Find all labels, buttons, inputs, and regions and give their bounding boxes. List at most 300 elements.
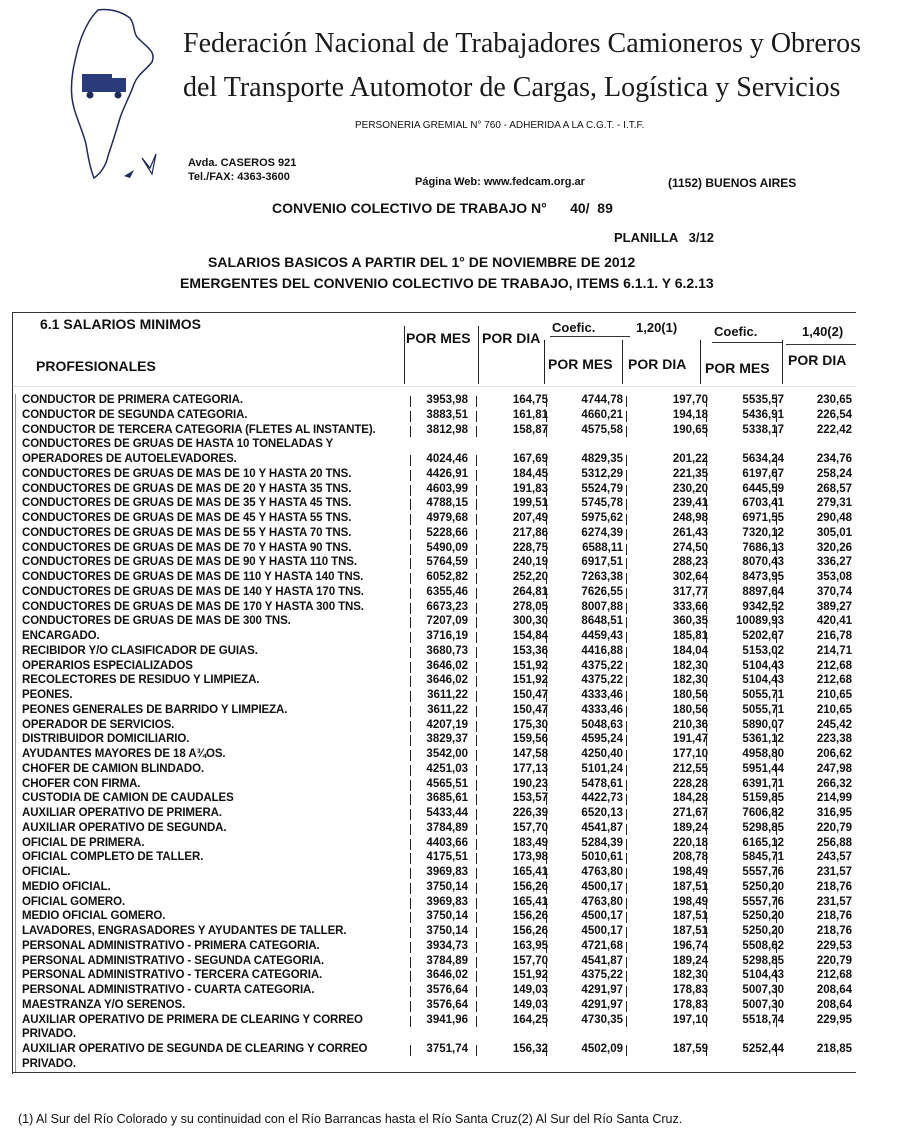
row-value-6: 336,27 [816, 556, 852, 569]
row-value-1: 3646,02 [426, 659, 468, 672]
row-value-5: 8070,43 [742, 556, 784, 569]
row-value-4: 271,67 [672, 807, 708, 819]
row-value-1: 5764,59 [426, 556, 468, 569]
row-value-2: 207,49 [512, 512, 548, 524]
row-value-5: 5250,20 [742, 925, 784, 937]
row-value-2: 151,92 [512, 969, 548, 982]
row-value-6: 245,42 [816, 718, 852, 731]
org-name-line2: del Transporte Automotor de Cargas, Logística y Servicios [183, 72, 841, 103]
row-value-6: 210,65 [816, 689, 852, 701]
row-value-1: 7207,09 [426, 615, 468, 628]
org-name-line1: Federación Nacional de Trabajadores Camioneros y Obreros [183, 28, 862, 59]
row-name: PEONES. [22, 689, 73, 701]
row-value-4: 185,81 [672, 630, 708, 642]
table-row [12, 512, 856, 527]
table-row [12, 910, 856, 925]
table-row [12, 969, 856, 984]
table-row [12, 468, 856, 483]
row-name: PERSONAL ADMINISTRATIVO - SEGUNDA CATEGORIA. [22, 954, 325, 967]
row-value-5: 6197,67 [742, 467, 784, 480]
footnote: (1) Al Sur del Río Colorado y su continuidad con el Río Barrancas hasta el Río Santa Cruz(2) Al Sur del Río Santa Cruz. [18, 1112, 683, 1126]
row-value-1: 3941,96 [426, 1013, 468, 1026]
row-name: MEDIO OFICIAL. [22, 880, 111, 893]
row-value-4: 189,24 [672, 954, 708, 967]
row-value-1: 4565,51 [426, 777, 468, 790]
row-value-6: 389,27 [816, 600, 852, 613]
table-row [12, 984, 856, 999]
row-value-2: 151,92 [512, 674, 548, 687]
row-value-2: 147,58 [512, 748, 548, 760]
row-value-6: 258,24 [816, 467, 852, 480]
row-value-3: 4291,97 [581, 984, 623, 996]
row-value-3: 4250,40 [581, 748, 623, 760]
row-value-3: 4422,73 [581, 792, 623, 805]
row-value-2: 150,47 [512, 703, 548, 716]
row-value-1: 3969,83 [426, 895, 468, 908]
row-value-1: 5490,09 [426, 541, 468, 554]
row-value-6: 229,95 [816, 1013, 852, 1026]
row-value-6: 208,64 [816, 984, 852, 996]
row-name: PERSONAL ADMINISTRATIVO - TERCERA CATEGORIA. [22, 969, 323, 982]
row-value-6: 320,26 [816, 541, 852, 554]
row-value-2: 300,30 [512, 615, 548, 628]
row-value-1: 3611,22 [427, 689, 468, 701]
row-value-1: 3680,73 [426, 644, 468, 657]
row-value-6: 212,68 [816, 969, 852, 982]
row-value-3: 6274,39 [581, 526, 623, 539]
row-name: LAVADORES, ENGRASADORES Y AYUDANTES DE TALLER. [22, 925, 347, 937]
row-value-4: 182,30 [672, 659, 708, 672]
row-value-1: 4426,91 [426, 467, 468, 480]
row-value-1: 3812,98 [426, 423, 468, 436]
table-row [12, 719, 856, 734]
row-value-6: 222,42 [816, 423, 852, 436]
row-value-6: 305,01 [816, 526, 852, 539]
row-value-1: 4788,15 [426, 497, 468, 510]
row-value-5: 5338,17 [742, 423, 784, 436]
row-value-3: 4575,58 [581, 423, 623, 436]
header-por-mes: POR MES [406, 330, 471, 346]
personeria-text: PERSONERIA GREMIAL N° 760 - ADHERIDA A LA C.G.T. - I.T.F. [355, 120, 645, 131]
row-name: PERSONAL ADMINISTRATIVO - PRIMERA CATEGORIA. [22, 939, 320, 952]
row-value-3: 5048,63 [581, 718, 623, 731]
row-value-1: 3883,51 [426, 408, 468, 421]
row-value-2: 153,36 [512, 644, 548, 657]
row-value-3: 4500,17 [581, 910, 623, 923]
table-row [12, 424, 856, 439]
row-value-2: 252,20 [512, 571, 548, 583]
coef-label-2: Coefic. [714, 324, 758, 339]
row-value-5: 5508,62 [742, 939, 784, 952]
row-value-3: 6917,51 [581, 556, 623, 569]
table-row [12, 571, 856, 586]
website-text: Página Web: www.fedcam.org.ar [415, 176, 585, 188]
row-value-4: 196,74 [672, 939, 708, 952]
row-value-4: 317,77 [672, 585, 708, 598]
row-value-2: 151,92 [512, 659, 548, 672]
row-value-2: 149,03 [512, 998, 548, 1011]
row-value-4: 210,36 [672, 718, 708, 731]
row-value-6: 229,53 [816, 939, 852, 952]
row-value-1: 4024,46 [426, 453, 468, 465]
row-value-5: 5535,57 [742, 394, 784, 406]
row-name: CHOFER DE CAMION BLINDADO. [22, 762, 205, 775]
row-value-3: 7263,38 [581, 571, 623, 583]
row-value-1: 3829,37 [426, 733, 468, 746]
row-value-4: 178,83 [672, 998, 708, 1011]
row-value-6: 220,79 [816, 821, 852, 834]
row-value-5: 5104,43 [742, 659, 784, 672]
row-value-5: 5104,43 [742, 674, 784, 687]
row-value-6: 420,41 [816, 615, 852, 628]
row-value-4: 302,64 [672, 571, 708, 583]
row-value-2: 156,32 [512, 1043, 548, 1055]
row-name: AUXILIAR OPERATIVO DE PRIMERA. [22, 807, 222, 819]
convenio-title: CONVENIO COLECTIVO DE TRABAJO N° 40/ 89 [272, 200, 613, 216]
row-value-5: 5252,44 [742, 1043, 784, 1055]
row-value-3: 4541,87 [581, 954, 623, 967]
row-value-5: 6165,12 [742, 836, 784, 849]
row-value-2: 158,87 [512, 423, 548, 436]
row-value-4: 208,78 [672, 851, 708, 864]
table-row [12, 527, 856, 542]
row-value-5: 7606,82 [742, 807, 784, 819]
row-value-1: 6052,82 [426, 571, 468, 583]
row-value-2: 173,98 [512, 851, 548, 864]
table-row [12, 778, 856, 793]
table-row [12, 453, 856, 468]
row-value-6: 226,54 [816, 408, 852, 421]
row-value-4: 239,41 [672, 497, 708, 510]
row-name: CONDUCTORES DE GRUAS DE MAS DE 20 Y HASTA 35 TNS. [22, 482, 352, 495]
row-name: CONDUCTORES DE GRUAS DE MAS DE 10 Y HASTA 20 TNS. [22, 467, 352, 480]
row-value-3: 4763,80 [581, 866, 623, 878]
row-value-5: 5250,20 [742, 880, 784, 893]
row-value-5: 5298,85 [742, 821, 784, 834]
row-value-5: 5007,30 [742, 984, 784, 996]
row-value-3: 5745,78 [581, 497, 623, 510]
row-value-5: 6391,71 [742, 777, 784, 790]
row-name: CONDUCTORES DE GRUAS DE MAS DE 35 Y HASTA 45 TNS. [22, 497, 352, 510]
row-value-3: 4459,43 [581, 630, 623, 642]
row-value-2: 149,03 [512, 984, 548, 996]
row-value-3: 8007,88 [581, 600, 623, 613]
row-name: CONDUCTORES DE GRUAS DE MAS DE 55 Y HASTA 70 TNS. [22, 526, 352, 539]
row-name: CONDUCTORES DE GRUAS DE MAS DE 45 Y HASTA 55 TNS. [22, 512, 352, 524]
row-name: CONDUCTORES DE GRUAS DE MAS DE 300 TNS. [22, 615, 291, 628]
row-value-2: 159,56 [512, 733, 548, 746]
row-value-4: 191,47 [672, 733, 708, 746]
row-name: CONDUCTORES DE GRUAS DE MAS DE 140 Y HASTA 170 TNS. [22, 585, 364, 598]
table-row [12, 1043, 856, 1058]
row-name: MEDIO OFICIAL GOMERO. [22, 910, 166, 923]
row-value-5: 8473,95 [742, 571, 784, 583]
row-value-4: 178,83 [672, 984, 708, 996]
row-value-2: 278,05 [512, 600, 548, 613]
table-row [12, 881, 856, 896]
row-value-6: 279,31 [816, 497, 852, 510]
table-row [12, 674, 856, 689]
row-value-5: 5436,91 [742, 408, 784, 421]
row-value-6: 218,76 [816, 925, 852, 937]
row-value-4: 360,35 [672, 615, 708, 628]
row-value-5: 6703,41 [742, 497, 784, 510]
row-value-3: 5010,61 [581, 851, 623, 864]
table-row [12, 837, 856, 852]
row-value-5: 5104,43 [742, 969, 784, 982]
table-row [12, 542, 856, 557]
row-value-6: 247,98 [816, 762, 852, 775]
row-name: RECOLECTORES DE RESIDUO Y LIMPIEZA. [22, 674, 260, 687]
row-value-6: 214,71 [816, 644, 852, 657]
row-value-1: 3576,64 [426, 998, 468, 1011]
table-row [12, 807, 856, 822]
row-value-5: 10089,93 [736, 615, 784, 628]
coef-value-2: 1,40(2) [802, 324, 844, 339]
table-row [12, 925, 856, 940]
row-name: OPERARIOS ESPECIALIZADOS [22, 659, 193, 672]
row-name: CONDUCTOR DE TERCERA CATEGORIA (FLETES AL INSTANTE). [22, 423, 376, 436]
telfax-text: Tel./FAX: 4363-3600 [188, 171, 290, 183]
table-row [12, 438, 856, 453]
table-row [12, 409, 856, 424]
row-value-3: 5312,29 [581, 467, 623, 480]
salary-table [12, 312, 856, 1074]
row-value-6: 218,76 [816, 910, 852, 923]
row-name: CONDUCTORES DE GRUAS DE MAS DE 90 Y HASTA 110 TNS. [22, 556, 357, 569]
row-value-1: 3716,19 [426, 630, 468, 642]
row-value-4: 180,56 [672, 689, 708, 701]
row-value-6: 231,57 [816, 866, 852, 878]
row-value-4: 220,18 [672, 836, 708, 849]
row-value-4: 187,59 [672, 1043, 708, 1055]
row-name: AUXILIAR OPERATIVO DE SEGUNDA. [22, 821, 227, 834]
row-value-4: 274,50 [672, 541, 708, 554]
row-value-1: 5228,66 [426, 526, 468, 539]
row-value-3: 5101,24 [581, 762, 623, 775]
row-value-5: 5557,76 [742, 866, 784, 878]
table-row [12, 586, 856, 601]
row-value-3: 4375,22 [581, 969, 623, 982]
table-row [12, 1014, 856, 1029]
table-row [12, 1028, 856, 1043]
row-value-4: 333,66 [672, 600, 708, 613]
row-value-1: 3750,14 [426, 880, 468, 893]
row-value-5: 5055,71 [742, 703, 784, 716]
row-value-2: 157,70 [512, 954, 548, 967]
row-value-3: 5478,61 [581, 777, 623, 790]
table-row [12, 601, 856, 616]
row-value-1: 3969,83 [426, 866, 468, 878]
table-row [12, 615, 856, 630]
row-value-3: 4502,09 [581, 1043, 623, 1055]
table-row [12, 896, 856, 911]
row-value-5: 5007,30 [742, 998, 784, 1011]
row-value-5: 6445,59 [742, 482, 784, 495]
row-value-2: 175,30 [512, 718, 548, 731]
page-title: SALARIOS BASICOS A PARTIR DEL 1° DE NOVIEMBRE DE 2012 [208, 254, 636, 270]
row-value-5: 5361,12 [742, 733, 784, 746]
row-value-1: 3750,14 [426, 925, 468, 937]
row-value-3: 4416,88 [581, 644, 623, 657]
row-value-3: 4595,24 [581, 733, 623, 746]
row-value-4: 184,28 [672, 792, 708, 805]
row-value-4: 180,56 [672, 703, 708, 716]
city-text: (1152) BUENOS AIRES [668, 176, 797, 190]
row-value-5: 5055,71 [742, 689, 784, 701]
table-row [12, 940, 856, 955]
row-name: OFICIAL COMPLETO DE TALLER. [22, 851, 204, 864]
row-value-3: 7626,55 [581, 585, 623, 598]
row-value-5: 5890,07 [742, 718, 784, 731]
row-value-2: 157,70 [512, 821, 548, 834]
row-value-2: 191,83 [512, 482, 548, 495]
row-value-6: 266,32 [816, 777, 852, 790]
row-value-2: 150,47 [512, 689, 548, 701]
row-value-5: 5153,02 [742, 644, 784, 657]
row-value-4: 187,51 [672, 910, 708, 923]
row-value-6: 212,68 [816, 674, 852, 687]
table-row [12, 733, 856, 748]
row-value-2: 240,19 [512, 556, 548, 569]
row-value-6: 212,68 [816, 659, 852, 672]
row-value-1: 4175,51 [426, 851, 468, 864]
row-value-2: 156,26 [512, 925, 548, 937]
row-name: CONDUCTOR DE PRIMERA CATEGORIA. [22, 394, 243, 406]
row-value-5: 9342,52 [742, 600, 784, 613]
row-name: PRIVADO. [22, 1057, 76, 1070]
row-value-1: 3646,02 [426, 969, 468, 982]
row-value-3: 4375,22 [581, 674, 623, 687]
row-value-1: 3646,02 [426, 674, 468, 687]
row-name: CUSTODIA DE CAMION DE CAUDALES [22, 792, 234, 805]
row-value-2: 264,81 [512, 585, 548, 598]
row-value-3: 4291,97 [581, 998, 623, 1011]
row-value-2: 165,41 [512, 866, 548, 878]
header-coef2-por-mes: POR MES [705, 360, 770, 376]
row-value-4: 198,49 [672, 866, 708, 878]
table-row [12, 822, 856, 837]
row-value-2: 167,69 [512, 453, 548, 465]
table-row [12, 660, 856, 675]
row-value-1: 6673,23 [426, 600, 468, 613]
row-value-6: 214,99 [816, 792, 852, 805]
row-value-3: 5524,79 [581, 482, 623, 495]
row-value-5: 5951,44 [742, 762, 784, 775]
row-name: MAESTRANZA Y/O SERENOS. [22, 998, 186, 1011]
row-value-5: 5202,67 [742, 630, 784, 642]
row-value-4: 288,23 [672, 556, 708, 569]
row-value-4: 187,51 [672, 925, 708, 937]
row-value-3: 4660,21 [581, 408, 623, 421]
row-name: OPERADORES DE AUTOELEVADORES. [22, 453, 237, 465]
row-value-2: 184,45 [512, 467, 548, 480]
row-value-5: 5557,76 [742, 895, 784, 908]
row-name: AYUDANTES MAYORES DE 18 A¾OS. [22, 748, 226, 760]
row-value-4: 189,24 [672, 821, 708, 834]
row-value-2: 156,26 [512, 910, 548, 923]
row-value-1: 3784,89 [426, 821, 468, 834]
row-value-5: 7686,13 [742, 541, 784, 554]
row-value-6: 370,74 [816, 585, 852, 598]
row-value-4: 221,35 [672, 467, 708, 480]
row-value-4: 184,04 [672, 644, 708, 657]
address-text: Avda. CASEROS 921 [188, 157, 297, 169]
row-value-1: 3576,64 [426, 984, 468, 996]
row-value-6: 223,38 [816, 733, 852, 746]
table-row [12, 763, 856, 778]
row-name: RECIBIDOR Y/O CLASIFICADOR DE GUIAS. [22, 644, 258, 657]
row-value-2: 190,23 [512, 777, 548, 790]
row-name: CONDUCTORES DE GRUAS DE MAS DE 70 Y HASTA 90 TNS. [22, 541, 352, 554]
row-value-3: 5284,39 [581, 836, 623, 849]
coef-label-1: Coefic. [552, 320, 596, 335]
row-value-5: 8897,64 [742, 585, 784, 598]
table-row [12, 851, 856, 866]
row-value-4: 177,10 [672, 748, 708, 760]
row-value-3: 4721,68 [581, 939, 623, 952]
row-value-3: 4500,17 [581, 925, 623, 937]
row-value-4: 182,30 [672, 674, 708, 687]
planilla-number: PLANILLA 3/12 [614, 230, 714, 245]
row-value-6: 234,76 [816, 453, 852, 465]
row-value-2: 154,84 [512, 630, 548, 642]
row-value-2: 177,13 [512, 762, 548, 775]
row-value-1: 3934,73 [426, 939, 468, 952]
table-row [12, 497, 856, 512]
row-value-3: 8648,51 [581, 615, 623, 628]
row-value-6: 256,88 [816, 836, 852, 849]
row-value-2: 217,86 [512, 526, 548, 539]
row-value-3: 4333,46 [581, 689, 623, 701]
row-value-1: 4207,19 [426, 718, 468, 731]
row-name: CHOFER CON FIRMA. [22, 777, 141, 790]
row-value-3: 4333,46 [581, 703, 623, 716]
row-value-5: 5159,85 [742, 792, 784, 805]
row-value-5: 5298,85 [742, 954, 784, 967]
table-row [12, 866, 856, 881]
table-row [12, 792, 856, 807]
row-value-3: 4541,87 [581, 821, 623, 834]
row-value-6: 210,65 [816, 703, 852, 716]
row-value-3: 4375,22 [581, 659, 623, 672]
row-name: OFICIAL DE PRIMERA. [22, 836, 145, 849]
row-value-6: 216,78 [816, 630, 852, 642]
row-value-4: 197,70 [672, 394, 708, 406]
row-value-3: 4730,35 [581, 1013, 623, 1026]
table-row [12, 748, 856, 763]
argentina-map-logo-icon [60, 8, 180, 188]
row-value-2: 164,25 [512, 1013, 548, 1026]
header-por-dia: POR DIA [482, 330, 541, 346]
table-row [12, 483, 856, 498]
professionals-header: PROFESIONALES [36, 358, 156, 374]
row-value-1: 3542,00 [426, 748, 468, 760]
row-value-6: 353,08 [816, 571, 852, 583]
row-value-2: 165,41 [512, 895, 548, 908]
table-row [12, 999, 856, 1014]
row-value-1: 3750,14 [426, 910, 468, 923]
row-value-1: 4403,66 [426, 836, 468, 849]
table-row [12, 556, 856, 571]
table-row [12, 689, 856, 704]
row-name: CONDUCTORES DE GRUAS DE MAS DE 110 Y HASTA 140 TNS. [22, 571, 364, 583]
row-value-1: 3685,61 [426, 792, 468, 805]
row-value-4: 248,98 [672, 512, 708, 524]
row-value-4: 182,30 [672, 969, 708, 982]
row-value-5: 4958,80 [742, 748, 784, 760]
row-name: AUXILIAR OPERATIVO DE PRIMERA DE CLEARING Y CORREO [22, 1013, 363, 1026]
